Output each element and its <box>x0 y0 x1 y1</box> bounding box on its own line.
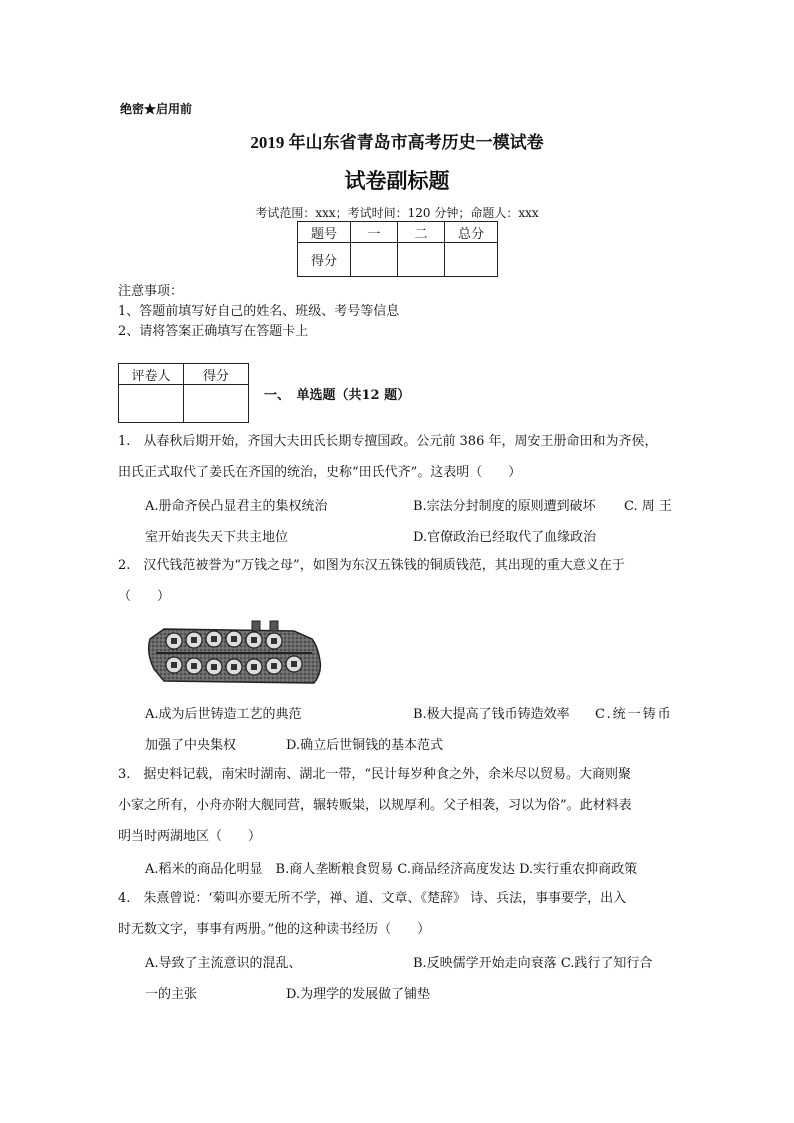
question-2-option-d: D.确立后世铜钱的基本范式 <box>286 738 444 753</box>
grader-table-header: 得分 <box>184 364 249 385</box>
question-1-option-c: C. 周 王 <box>624 499 672 514</box>
page-subtitle: 试卷副标题 <box>344 168 450 193</box>
question-stem-line: 明当时两湖地区（ ） <box>118 829 262 844</box>
question-stem-line: 小家之所有，小舟亦附大舰同营，辗转贩粜，以规厚利。父子相袭，习以为俗”。此材料表 <box>118 798 632 813</box>
question-4-stem <box>118 883 676 945</box>
question-4-option-b: B.反映儒学开始走向衰落 C.践行了知行合 <box>413 956 653 971</box>
notes-item: 1、答题前填写好自己的姓名、班级、考号等信息 <box>118 304 400 319</box>
grader-table-cell <box>184 385 249 423</box>
grader-table-header: 评卷人 <box>119 364 184 385</box>
score-table-cell <box>445 243 498 277</box>
question-2-option-c: C.统一铸币 <box>595 707 673 722</box>
section-title: 一、 单选题（共12 题） <box>264 388 411 403</box>
score-table <box>297 221 498 277</box>
question-2-stem <box>118 550 676 612</box>
score-table-header: 一 <box>351 222 398 243</box>
question-4-option-a: A.导致了主流意识的混乱、 <box>145 956 302 971</box>
question-1-option-c-cont: 室开始丧失天下共主地位 <box>145 530 289 545</box>
page-title: 2019 年山东省青岛市高考历史一模试卷 <box>250 133 544 152</box>
question-stem-line: 田氏正式取代了姜氏在齐国的统治，史称“田氏代齐”。这表明（ ） <box>118 465 522 480</box>
question-1-option-d: D.官僚政治已经取代了血缘政治 <box>413 530 597 545</box>
bronze-coin-mold-image <box>144 617 324 689</box>
grader-table-cell <box>119 385 184 423</box>
question-2-option-c-cont: 加强了中央集权 <box>145 738 237 753</box>
notes-heading: 注意事项： <box>118 284 184 299</box>
score-table-cell <box>351 243 398 277</box>
notes-item: 2、请将答案正确填写在答题卡上 <box>118 324 309 339</box>
question-2-option-b: B.极大提高了钱币铸造效率 <box>413 707 570 722</box>
confidential-label: 绝密★启用前 <box>120 102 193 116</box>
score-table-header: 二 <box>398 222 445 243</box>
question-stem-line: 2. 汉代钱范被誉为“万钱之母”，如图为东汉五铢钱的铜质钱范，其出现的重大意义在于 <box>118 558 625 573</box>
question-4-option-c-cont: 一的主张 <box>145 987 198 1002</box>
question-stem-line: 1. 从春秋后期开始，齐国大夫田氏长期专擅国政。公元前 386 年，周安王册命田和为齐侯， <box>118 434 658 449</box>
question-3-options: A.稻米的商品化明显 B.商人垄断粮食贸易 C.商品经济高度发达 D.实行重农抑商政策 <box>145 862 638 877</box>
score-table-header: 题号 <box>298 222 351 243</box>
question-stem-line: 3. 据史料记载，南宋时湖南、湖北一带，“民计每岁种食之外，余米尽以贸易。大商则聚 <box>118 767 632 782</box>
question-stem-line: 4. 朱熹曾说：‘菊叫亦要无所不学，禅、道、文章、《楚辞》 诗、兵法，事事要学，出入 <box>118 891 627 906</box>
question-3-stem <box>118 759 676 852</box>
question-stem-line: （ ） <box>118 589 171 604</box>
score-table-header: 总分 <box>445 222 498 243</box>
score-table-cell: 得分 <box>298 243 351 277</box>
question-4-option-d: D.为理学的发展做了铺垫 <box>286 987 431 1002</box>
question-1-option-a: A.册命齐侯凸显君主的集权统治 <box>145 499 328 514</box>
question-stem-line: 时无数文字，事事有两册。”他的这种读书经历（ ） <box>118 922 431 937</box>
score-table-cell <box>398 243 445 277</box>
grader-table <box>118 363 249 423</box>
question-2-option-a: A.成为后世铸造工艺的典范 <box>145 707 302 722</box>
exam-info: 考试范围：xxx；考试时间：120 分钟；命题人：xxx <box>255 206 539 220</box>
question-1-option-b: B.宗法分封制度的原则遭到破坏 <box>413 499 596 514</box>
notes-block <box>118 282 399 342</box>
question-1-stem <box>118 426 676 488</box>
